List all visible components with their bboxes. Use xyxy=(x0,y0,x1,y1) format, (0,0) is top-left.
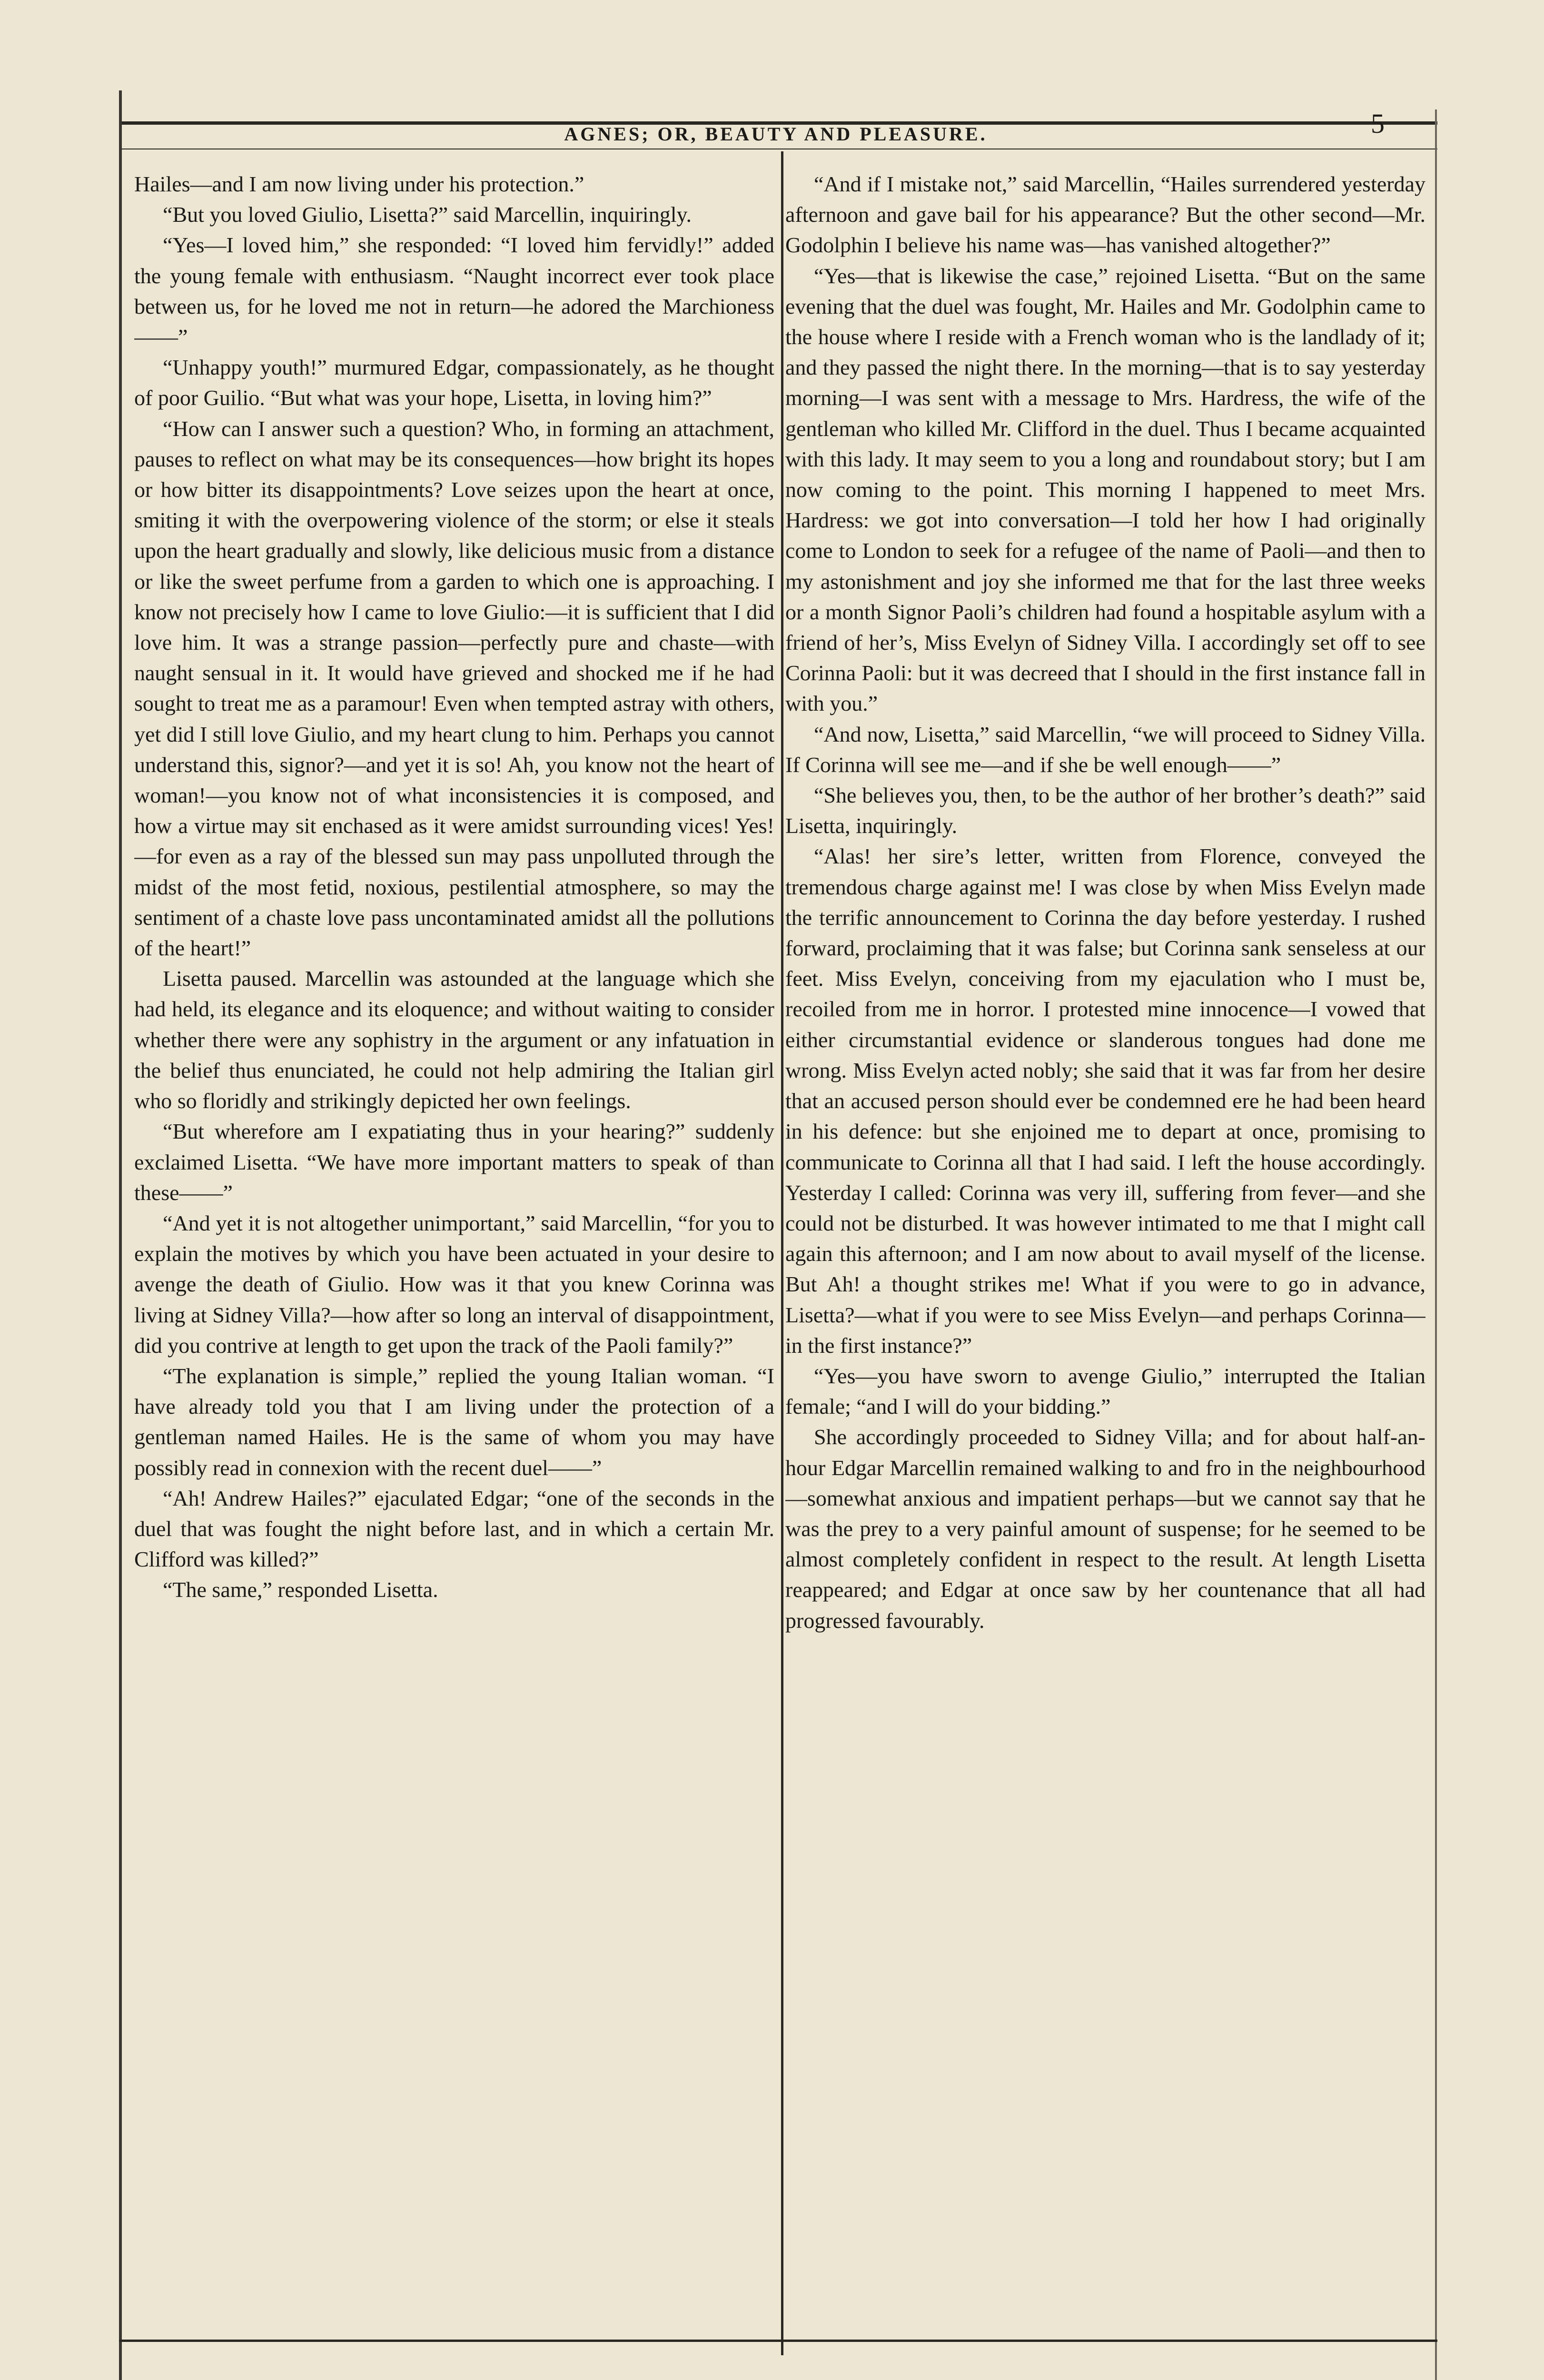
running-title: AGNES; OR, BEAUTY AND PLEASURE. xyxy=(564,123,988,145)
paragraph: “Unhappy youth!” murmured Edgar, compassionately, as he thought of poor Guilio. “But what was your hope, Lisetta, in loving him?” xyxy=(134,355,774,410)
paragraph: “She believes you, then, to be the author of her brother’s death?” said Lisetta, inquiringly. xyxy=(785,783,1425,838)
page-number: 5 xyxy=(1371,108,1385,139)
paragraph: “The same,” responded Lisetta. xyxy=(163,1577,438,1602)
left-column xyxy=(134,169,774,2340)
column-divider xyxy=(781,151,783,2355)
paragraph: “Yes—you have sworn to avenge Giulio,” interrupted the Italian female; “and I will do your bidding.” xyxy=(785,1363,1425,1419)
paragraph: Hailes—and I am now living under his protection.” xyxy=(134,172,584,196)
right-border-rule xyxy=(1435,109,1437,2380)
paragraph: “The explanation is simple,” replied the young Italian woman. “I have already told you that I am living under the protection of a gentleman named Hailes. He is the same of whom you may have possibly read in connexion with the recent duel——” xyxy=(134,1363,774,1480)
paragraph: “And now, Lisetta,” said Marcellin, “we will proceed to Sidney Villa. If Corinna will see me—and if she be well enough——” xyxy=(785,722,1425,777)
paragraph: “Yes—that is likewise the case,” rejoined Lisetta. “But on the same evening that the duel was fought, Mr. Hailes and Mr. Godolphin came to the house where I reside with a French woman who is the landlady of it; and they passed the night there. In the morning—that is to say yesterday morning—I was sent with a message to Mrs. Hardress, the wife of the gentleman who killed Mr. Clifford in the duel. Thus I became acquainted with this lady. It may seem to you a long and roundabout story; but I am now coming to the point. This morning I happened to meet Mrs. Hardress: we got into conversation—I told her how I had originally come to London to seek for a refugee of the name of Paoli—and then to my astonishment and joy she informed me that for the last three weeks or a month Signor Paoli’s children had found a hospitable asylum with a friend of her’s, Miss Evelyn of Sidney Villa. I accordingly set off to see Corinna Paoli: but it was decreed that I should in the first instance fall in with you.” xyxy=(785,263,1425,716)
paragraph: “Ah! Andrew Hailes?” ejaculated Edgar; “one of the seconds in the duel that was fought the night before last, and in which a certain Mr. Clifford was killed?” xyxy=(134,1486,774,1572)
paragraph: “And if I mistake not,” said Marcellin, “Hailes surrendered yesterday afternoon and gave bail for his appearance? But the other second—Mr. Godolphin I believe his name was—has vanished altogether?” xyxy=(785,172,1425,258)
paragraph: She accordingly proceeded to Sidney Villa; and for about half-an-hour Edgar Marcellin remained walking to and fro in the neighbourhood—somewhat anxious and impatient perhaps—but we cannot say that he was the prey to a very painful amount of suspense; for he seemed to be almost completely confident in respect to the result. At length Lisetta reappeared; and Edgar at once saw by her countenance that all had progressed favourably. xyxy=(785,1425,1425,1633)
paragraph: Lisetta paused. Marcellin was astounded at the language which she had held, its elegance and its eloquence; and without waiting to consider whether there were any sophistry in the argument or any infatuation in the belief thus enunciated, he could not help admiring the Italian girl who so floridly and strikingly depicted her own feelings. xyxy=(134,966,774,1113)
footer-rule xyxy=(119,2340,1437,2342)
paragraph: “Alas! her sire’s letter, written from Florence, conveyed the tremendous charge against me! I was close by when Miss Evelyn made the terrific announcement to Corinna the day before yesterday. I rushed forward, proclaiming that it was false; but Corinna sank senseless at our feet. Miss Evelyn, conceiving from my ejaculation who I must be, recoiled from me in horror. I protested mine innocence—I vowed that either circumstantial evidence or slanderous tongues had done me wrong. Miss Evelyn acted nobly; she said that it was far from her desire that an accused person should ever be condemned ere he had been heard in his defence: but she enjoined me to depart at once, promising to communicate to Corinna all that I had said. I left the house accordingly. Yesterday I called: Corinna was very ill, suffering from fever—and she could not be disturbed. It was however intimated to me that I might call again this afternoon; and I am now about to avail myself of the license. But Ah! a thought strikes me! What if you were to go in advance, Lisetta?—what if you were to see Miss Evelyn—and perhaps Corinna—in the first instance?” xyxy=(785,844,1425,1358)
paragraph: “And yet it is not altogether unimportant,” said Marcellin, “for you to explain the motives by which you have been actuated in your desire to avenge the death of Giulio. How was it that you knew Corinna was living at Sidney Villa?—how after so long an interval of disappointment, did you contrive at length to get upon the track of the Paoli family?” xyxy=(134,1210,774,1358)
paragraph: “Yes—I loved him,” she responded: “I loved him fervidly!” added the young female with enthusiasm. “Naught incorrect ever took place between us, for he loved me not in return—he adored the Marchioness——” xyxy=(134,233,774,349)
paragraph: “How can I answer such a question? Who, in forming an attachment, pauses to reflect on what may be its consequences—how bright its hopes or how bitter its disappointments? Love seizes upon the heart at once, smiting it with the overpowering violence of the storm; or else it steals upon the heart gradually and slowly, like delicious music from a distance or like the sweet perfume from a garden to which one is approaching. I know not precisely how I came to love Giulio:—it is sufficient that I did love him. It was a strange passion—perfectly pure and chaste—with naught sensual in it. It would have grieved and shocked me if he had sought to treat me as a paramour! Even when tempted astray with others, yet did I still love Giulio, and my heart clung to him. Perhaps you cannot understand this, signor?—and yet it is so! Ah, you know not the heart of woman!—you know not of what inconsistencies it is composed, and how a virtue may sit enchased as it were amidst surrounding vices! Yes!—for even as a ray of the blessed sun may pass unpolluted through the midst of the most fetid, noxious, pestilential atmosphere, so may the sentiment of a chaste love pass uncontaminated amidst all the pollutions of the heart!” xyxy=(134,416,774,961)
right-column xyxy=(785,169,1425,2340)
paragraph: “But you loved Giulio, Lisetta?” said Marcellin, inquiringly. xyxy=(163,202,692,227)
paragraph: “But wherefore am I expatiating thus in your hearing?” suddenly exclaimed Lisetta. “We have more important matters to speak of than these——” xyxy=(134,1119,774,1205)
left-border-rule xyxy=(119,90,122,2380)
